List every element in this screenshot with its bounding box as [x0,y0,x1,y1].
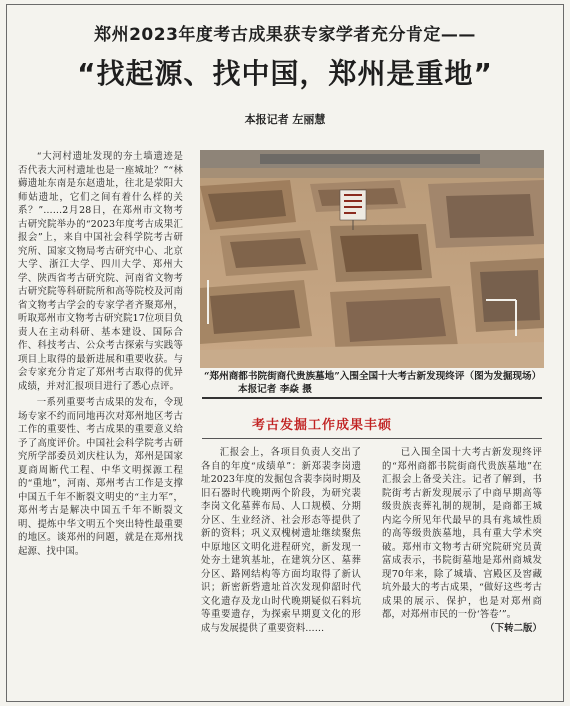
left-paragraph-1: “大河村遗址发现的夯土墙遗迹是否代表大河村遗址也是一座城址？”“林薅遗址东南是东赵遗址，往北是荥阳大师姑遗址，它们之间有着什么样的关系？”……2月28日，在郑州市文物考古研究院举办的“2023年度考古成果汇报会”上，来自中国社会科学院考古研究所、国家文物局考古研究中心、北京大学、浙江大学、四川大学、郑州大学、陕西省考古研究院、河南省文物考古研究院等科研院所和高等院校及河南省文物考古学会的专家学者齐聚郑州，听取郑州市文物考古研究院17位项目负责人在主动科研、基本建设、国际合作、科技考古、公众考古探索与实践等项目上取得的最新进展和重要收获。与会专家充分肯定了郑州考古取得的优异成绩，并对汇报项目进行了悉心点评。 [18,151,183,392]
middle-paragraph-1: 汇报会上，各项目负责人交出了各自的年度“成绩单”：新郑裴李岗遗址2023年度的发掘包含裴李岗时期及旧石器时代晚期两个阶段，为研究裴李岗文化墓葬布局、人口规模、分期分区、生业经济、社会形态等提供了新的资料；巩义双槐树遗址继续聚焦中原地区文明化进程研究，新发现一处夯土建筑基址，在建筑分区、墓葬分区、路网结构等方面均取得了新认识；新密新砦遗址首次发现仰韶时代文化遗存及龙山时代晚期疑似石料坑等重要遗存，为探索早期夏文化的形成与发展提供了重要资料…… [201,447,361,634]
article-headline: “找起源、找中国，郑州是重地” [77,57,493,90]
left-paragraph-2: 一系列重要考古成果的发布，令现场专家不约而同地再次对郑州地区考古工作的重要性、考古成果的重要意义给予了高度评价。中国社会科学院考古研究所学部委员刘庆柱认为，郑州是国家夏商周断代工程、中华文明探源工程的“重地”，河南、郑州考古工作是支撑中国五千年不断裂文明史的“主力军”，郑州考古是解决中国五千年不断裂文明、提炼中华文明五个突出特性最重要的地区。谈郑州的问题，就是在郑州找起源、找中国。 [18,397,183,557]
section-heading: 考古发掘工作成果丰硕 [251,418,392,433]
continued-notice: （下转二版） [485,622,542,634]
section-rule-bottom [202,438,542,439]
photo-credit: 本报记者 李焱 摄 [238,384,312,395]
middle-column [201,446,361,635]
excavation-photo [200,150,544,368]
article-subtitle: 郑州2023年度考古成果获专家学者充分肯定—— [94,25,476,45]
photo-caption [204,370,540,396]
section-rule-top [202,397,542,399]
photo-caption-text: “郑州商都书院街商代贵族墓地”入围全国十大考古新发现终评（图为发掘现场） [204,371,542,382]
left-column [18,150,183,558]
right-paragraph-1: 已入围全国十大考古新发现终评的“郑州商都书院街商代贵族墓地”在汇报会上备受关注。记者了解到，书院街考古新发现展示了中商早期高等级贵族丧葬礼制的规制，是商都王城内迄今所见年代最早的具有兆域性质的高等级贵族墓地，具有重大学术突破。郑州市文物考古研究院研究员黄富成表示，书院街墓地是郑州商城发现70年来，除了城墙、宫殿区及窖藏坑外最大的考古成果，“做好这些考古成果的展示、保护，也是对郑州商都，对郑州市民的一份‘答卷’”。 [382,447,542,620]
right-column [382,446,542,635]
article-byline: 本报记者 左丽慧 [244,113,326,126]
